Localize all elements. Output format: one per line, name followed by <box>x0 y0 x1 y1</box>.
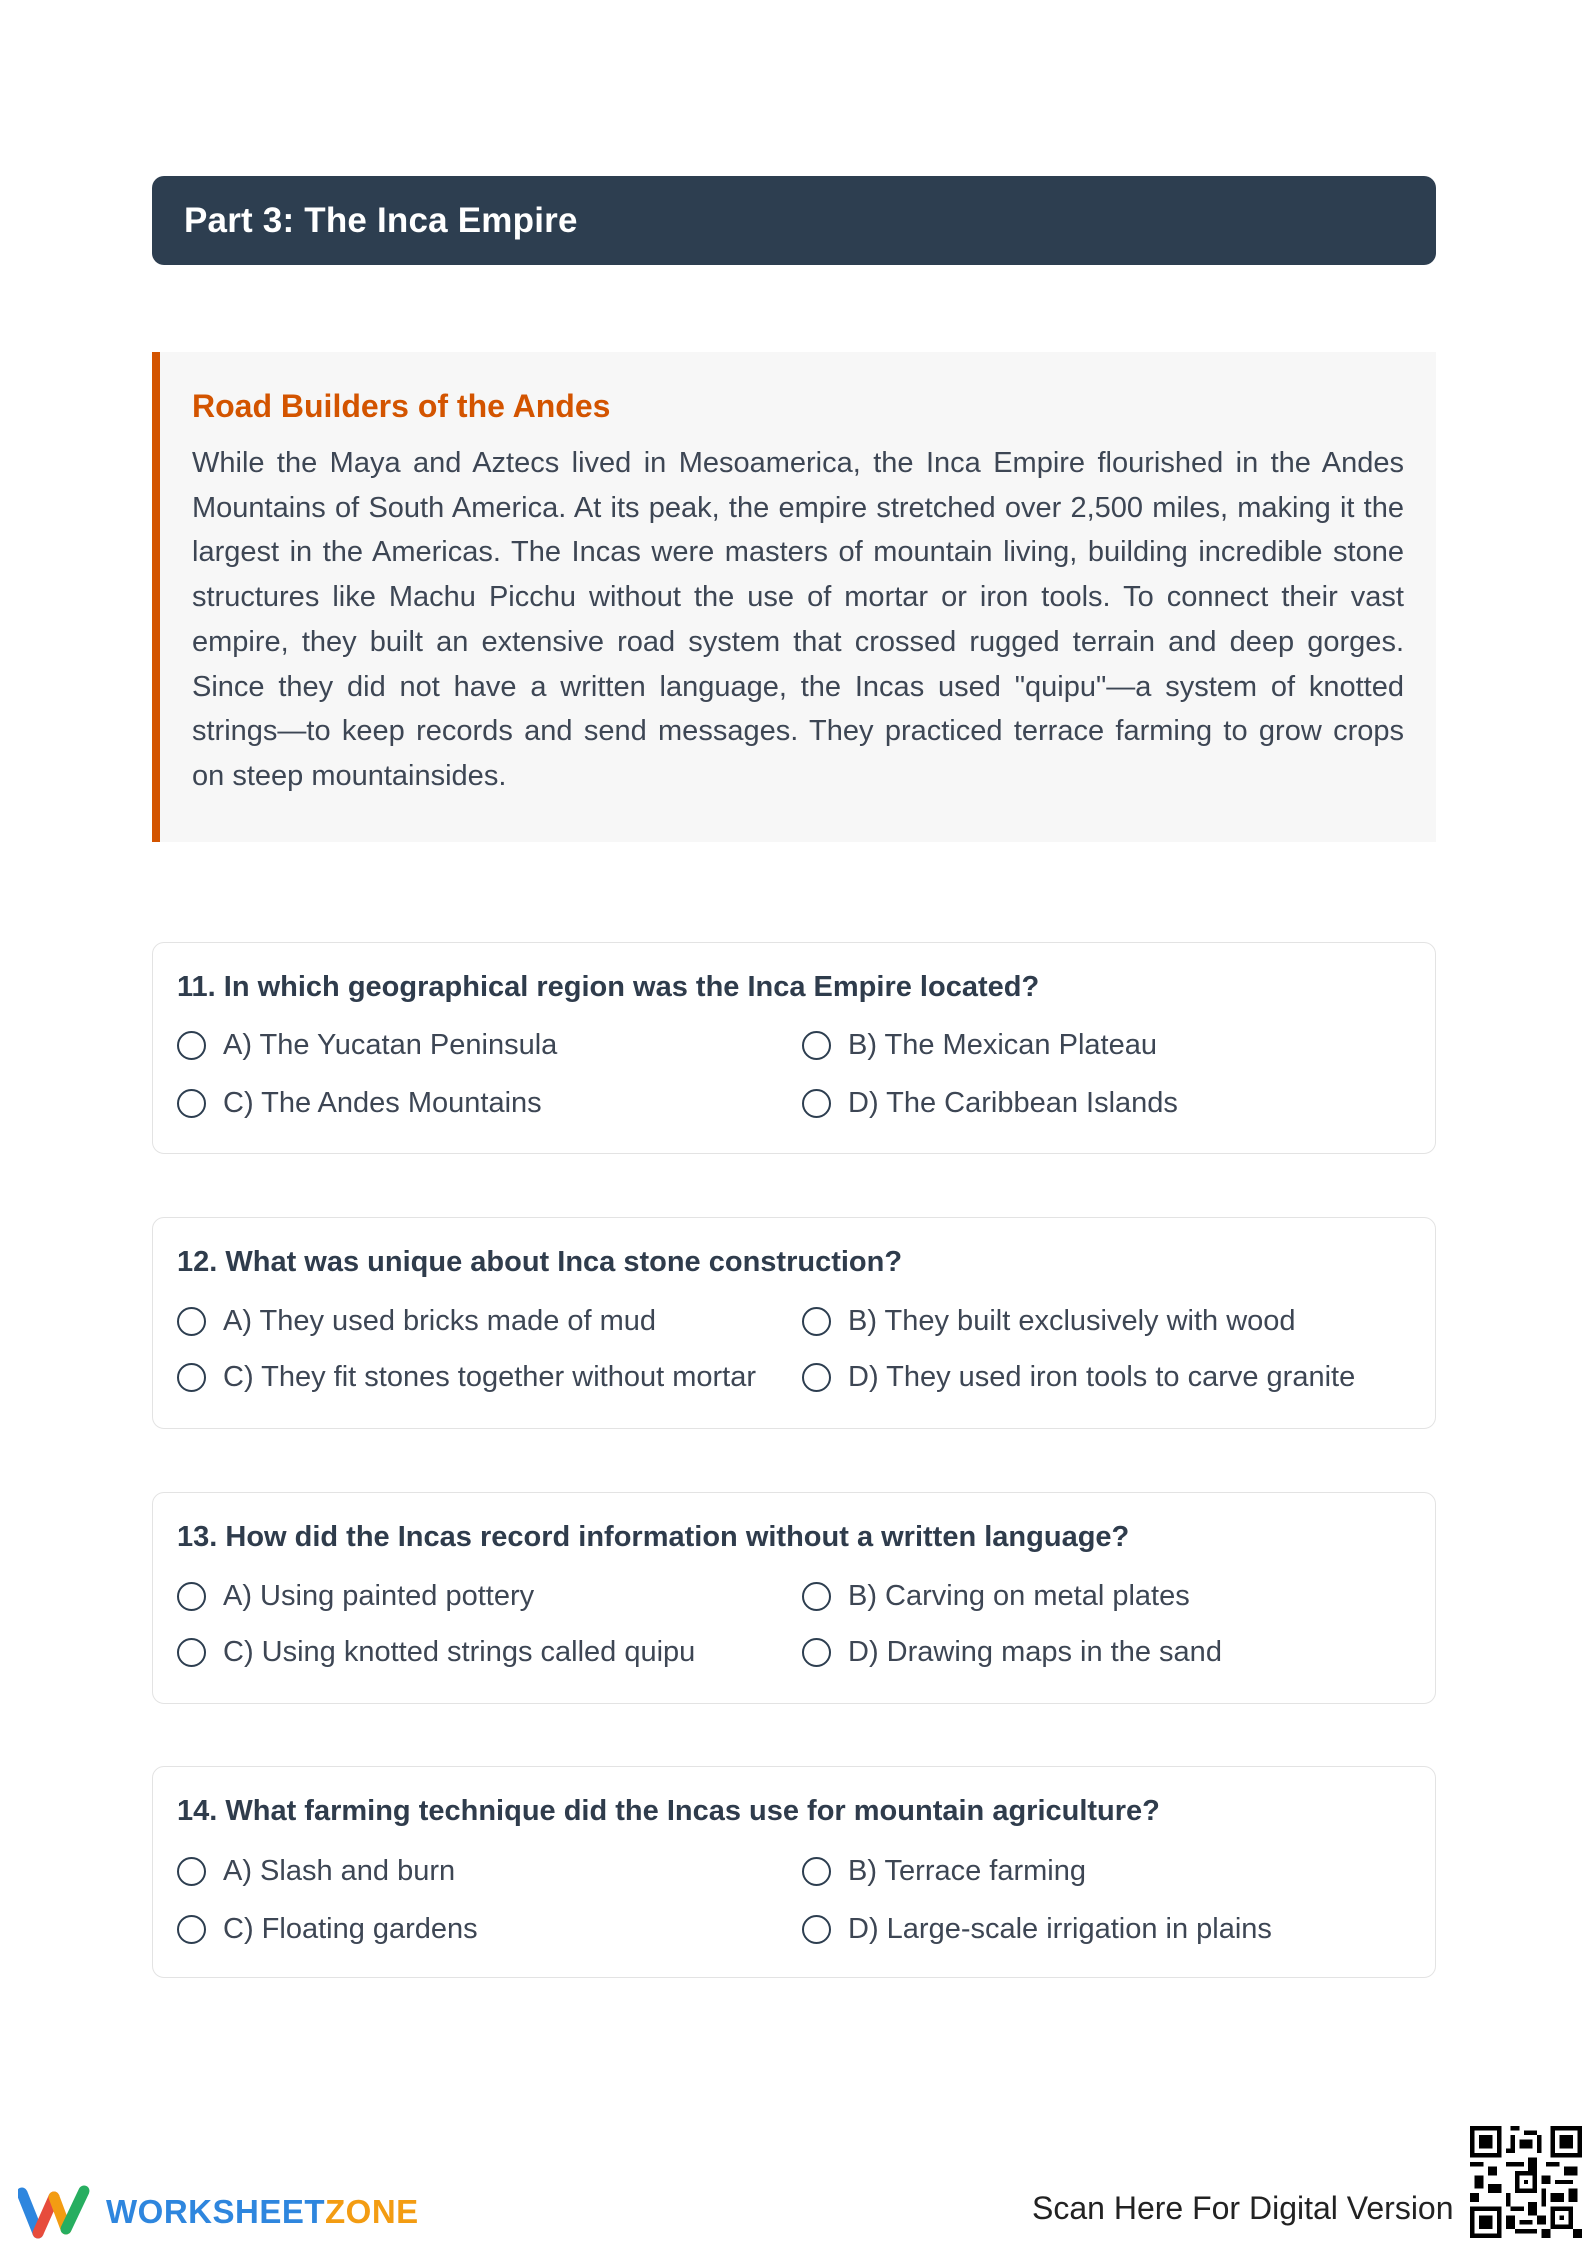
option-b[interactable] <box>802 1576 1190 1616</box>
radio-circle-icon[interactable] <box>802 1638 831 1667</box>
option-label: C) Using knotted strings called quipu <box>223 1635 696 1668</box>
radio-circle-icon[interactable] <box>802 1582 831 1611</box>
option-c[interactable] <box>177 1357 756 1397</box>
radio-circle-icon[interactable] <box>802 1857 831 1886</box>
option-b[interactable] <box>802 1025 1157 1065</box>
option-b[interactable] <box>802 1301 1296 1341</box>
option-d[interactable] <box>802 1083 1178 1123</box>
option-c[interactable] <box>177 1632 695 1672</box>
scan-instruction: Scan Here For Digital Version <box>1032 2190 1454 2226</box>
qr-code-icon[interactable] <box>1470 2126 1582 2238</box>
option-label: D) The Caribbean Islands <box>848 1086 1178 1119</box>
option-label: D) They used iron tools to carve granite <box>848 1360 1356 1393</box>
logo-w-icon <box>18 2183 94 2241</box>
section-title: Part 3: The Inca Empire <box>184 200 578 240</box>
radio-circle-icon[interactable] <box>177 1857 206 1886</box>
question-text: 13. How did the Incas record information without a written language? <box>177 1521 1130 1553</box>
question-card <box>152 1766 1436 1978</box>
radio-circle-icon[interactable] <box>177 1307 206 1336</box>
radio-circle-icon[interactable] <box>802 1031 831 1060</box>
question-card <box>152 1492 1436 1704</box>
option-c[interactable] <box>177 1909 478 1949</box>
radio-circle-icon[interactable] <box>177 1363 206 1392</box>
radio-circle-icon[interactable] <box>802 1915 831 1944</box>
option-label: B) The Mexican Plateau <box>848 1028 1157 1061</box>
option-a[interactable] <box>177 1025 557 1065</box>
section-header <box>152 176 1436 265</box>
option-label: D) Large-scale irrigation in plains <box>848 1912 1272 1945</box>
question-card <box>152 942 1436 1154</box>
option-d[interactable] <box>802 1909 1272 1949</box>
option-d[interactable] <box>802 1632 1222 1672</box>
logo-text-main: WORKSHEET <box>106 2193 325 2230</box>
radio-circle-icon[interactable] <box>177 1031 206 1060</box>
logo-text <box>106 2193 419 2231</box>
question-text: 11. In which geographical region was the Inca Empire located? <box>177 971 1040 1003</box>
radio-circle-icon[interactable] <box>802 1363 831 1392</box>
reading-passage <box>152 352 1436 842</box>
radio-circle-icon[interactable] <box>177 1582 206 1611</box>
option-label: C) The Andes Mountains <box>223 1086 542 1119</box>
radio-circle-icon[interactable] <box>802 1089 831 1118</box>
option-label: C) Floating gardens <box>223 1912 478 1945</box>
radio-circle-icon[interactable] <box>802 1307 831 1336</box>
radio-circle-icon[interactable] <box>177 1089 206 1118</box>
option-a[interactable] <box>177 1576 534 1616</box>
option-label: B) Terrace farming <box>848 1854 1086 1887</box>
option-label: A) Slash and burn <box>223 1854 456 1887</box>
radio-circle-icon[interactable] <box>177 1638 206 1667</box>
option-label: A) The Yucatan Peninsula <box>223 1028 558 1061</box>
option-label: D) Drawing maps in the sand <box>848 1635 1222 1668</box>
option-d[interactable] <box>802 1357 1355 1397</box>
option-a[interactable] <box>177 1851 455 1891</box>
option-label: C) They fit stones together without mortar <box>223 1360 756 1393</box>
radio-circle-icon[interactable] <box>177 1915 206 1944</box>
option-label: B) They built exclusively with wood <box>848 1304 1296 1337</box>
option-label: B) Carving on metal plates <box>848 1579 1190 1612</box>
reading-text: While the Maya and Aztecs lived in Mesoamerica, the Inca Empire flourished in the Andes Mountains of South America. At its peak, the empire stretched over 2,500 miles, making it the largest in the Americas. The Incas were masters of mountain living, building incredible stone structures like Machu Picchu without the use of mortar or iron tools. To connect their vast empire, they built an extensive road system that crossed rugged terrain and deep gorges. Since they did not have a written language, the Incas used "quipu"—a system of knotted strings—to keep records and send messages. They practiced terrace farming to grow crops on steep mountainsides. <box>192 447 1404 792</box>
question-text: 12. What was unique about Inca stone construction? <box>177 1246 903 1278</box>
option-b[interactable] <box>802 1851 1086 1891</box>
worksheetzone-logo[interactable] <box>18 2183 419 2241</box>
option-c[interactable] <box>177 1083 542 1123</box>
option-label: A) They used bricks made of mud <box>223 1304 657 1337</box>
question-card <box>152 1217 1436 1429</box>
logo-text-accent: ZONE <box>325 2193 419 2230</box>
option-label: A) Using painted pottery <box>223 1579 535 1612</box>
question-text: 14. What farming technique did the Incas use for mountain agriculture? <box>177 1795 1160 1827</box>
reading-title: Road Builders of the Andes <box>192 388 611 424</box>
option-a[interactable] <box>177 1301 656 1341</box>
